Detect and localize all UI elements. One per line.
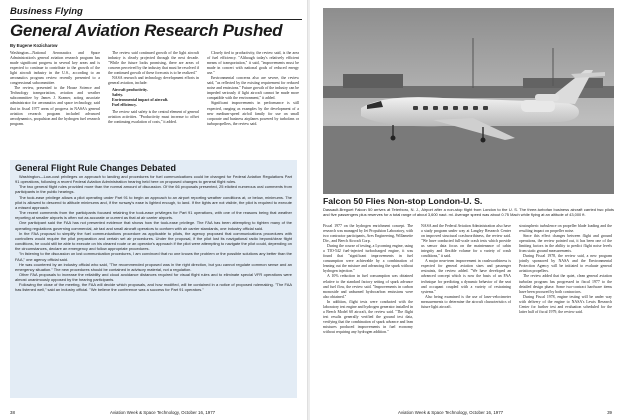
sidebar-body (10, 174, 297, 293)
sidebar-paragraph: The recent comments from the participants focused retaining the took-ease privileges for Part 91 operations, with one of the reasons being that weather reporting at smaller airports is often not as accurate or current as that at air carrier airports. (15, 210, 292, 221)
section-kicker: Business Flying (10, 6, 83, 17)
paragraph: NASA and the Federal Aviation Administration also have a study program under way at Langley Research Center on improved structural crashworthiness, the review said. "We have conducted full-scale crash tests which provide us sensor data focus on the maintenance of cabin integrity and flexible volume for a variety of crash conditions," it said. (421, 224, 511, 259)
bullet-item: Aircraft productivity. (112, 88, 148, 93)
paragraph: Washington—National Aeronautics and Space Administration's general aviation research program has made significant progress in several key areas and is expected to continue to contribute to the growth of the light aircraft industry in the U.S., according to an aeronautics program review recently presented to a congressional subcommittee. (10, 51, 100, 86)
paragraph: Environmental concerns also are severe, the review said, "as reflected by the existing requirement for reduced noise and emissions." Future growth of the industry can be impeded seriously if light aircraft cannot be made more compatible with the environment," it added. (207, 76, 299, 101)
sidebar-paragraph: In the FAA proposal to simplify the fuel communications procedure as applicable to pilots, the agency proposed that communications procedures with controllers would require the pilot preparation and certain set air procedures. Under the proposal, if the pilot lost its navigational radio beyond/clear flight conditions, he could still be able to execute on his cleared route or an operator's approach if the pilot were attempting to navigate the pilot could, depending on the circumstances, declare an emergency and follow appropriate procedures. (15, 230, 292, 252)
sidebar-paragraph: He was countered by an industry official who said, "The recommended proposed was in the right direction, but you cannot regulate common sense and an emergency situation." The new procedures should be contained in advisory material, not a regulation. (15, 261, 292, 272)
bullet-item: Safety. (112, 93, 124, 98)
sidebar-box (10, 160, 297, 398)
paragraph: In addition, flight tests were conducted with the laboratory test engine and hydrogen generator installed in a Beech Model 60 aircraft, the review said. "The flight test results generally verified the ground test data, verifying that the combination of spark advance and lean mixtures produced improvements in fuel economy without requiring any hydrogen addition." (323, 299, 413, 334)
paragraph: The review, presented to the House Science and Technology transportation, aviation and weather subcommittee by James J. Kramer, acting associate administrator for aeronautics and space technology, said that in fiscal 1977 areas of progress in NASA's general aviation research program included advanced aerodynamics, propulsion and the hydrogen fuel research program. (10, 86, 100, 126)
aircraft-photo (323, 8, 614, 194)
sidebar-paragraph: Following the close of the meeting, the FAA will decide which proposals, and how modified, will be contained in a notice of proposed rulemaking. "The FAA has listened well," said an industry official. "We believe the conference was a success for Part 91 operators." (15, 282, 292, 293)
article-column-4 (323, 224, 413, 402)
sidebar-paragraph: The two general flight rules provided more than the normal amount of discussion. Of the 66 proposals presented, 25 elicited numerous oral comments from participants in the public hearings. (15, 184, 292, 195)
bullet-item: Environmental impact of aircraft. (112, 98, 169, 103)
paragraph: A 10% reduction in fuel consumption was obtained relative to the standard factory setting of spark advance and fuel flow, the review said. "Improvements in carbon monoxide and unburned hydrocarbon emissions were also obtained." (323, 274, 413, 299)
paragraph: stratospheric turbulence on propeller blade loading and the resulting impact on propeller noise. (519, 224, 612, 234)
page-number: 38 (10, 410, 15, 415)
sidebar-paragraph: The took-ease privilege allows a pilot operating under Part 91 to begin an approach to an airport reporting weather conditions at, or below, minimums. The pilot is allowed to descend to altitude minimums and, if the runway's ease is lighted enough, to land. If the lights are not visible, the pilot is required to execute a missed approach. (15, 194, 292, 210)
paragraph: Since this effect changes between flight and ground operations, the review pointed out, it has been one of the limiting factors in the ability to predict flight noise levels from static ground measurements. (519, 234, 612, 254)
paragraph: During the course of testing, a Lycoming engine, using a TIO-542 fuel-injected turbocharged engine, it was found that "significant improvements in fuel consumption were achievable by a combination of leaning out the mixture and advancing the spark without hydrogen injection." (323, 244, 413, 274)
bullet-list (108, 88, 199, 108)
paragraph: During Fiscal 1978, the review said, a new program jointly sponsored by NASA and the Environmental Protection Agency will be initiated to evaluate general aviation propellers. (519, 254, 612, 274)
sidebar-paragraph: "In listening to the discussion on lost communication procedures, I am convinced that no one knows the problem or the possible solutions any better than the FAA," one agency official said. (15, 251, 292, 262)
paragraph: NASA research and technology development efforts in general aviation, include: (108, 76, 199, 86)
paragraph: The review added that the quiet, clean general aviation turbofan program has progressed in fiscal 1977 to the detailed design phase. Some two-contract hardware items have been procured by both contractors. (519, 274, 612, 294)
sidebar-paragraph: Other FAA proposals to increase the reliability and cloud avoidance distances required for visual flight rules and to eliminate special VFR operations were almost unanimously opposed by the hearing participants. (15, 271, 292, 283)
paragraph: Also being examined is the use of laser-velocimeter measurements to determine the aircraft characteristics of future light aircraft. (421, 294, 511, 309)
paragraph: Closely tied to productivity, the review said, is the area of fuel efficiency. "Although today's relatively efficient means of transportation," it said, "improvements must be made in concert with national goals of reduced energy use." (207, 51, 299, 76)
paragraph: The review said safety is the central element of general aviation activities. "Productivity must increase to offset the continuing escalation of costs," it added. (108, 109, 199, 124)
sidebar-paragraph: One participant said the FAA has not presented evidence that shows how the took-ease privilege. The FAA has been attempting to tighten many of the operating regulations governing commercial, air taxi and small aircraft operators to conform with air carrier standards, one industry official said. (15, 220, 292, 231)
article-column-2 (108, 51, 199, 157)
bullet-item: Fuel efficiency. (112, 103, 137, 108)
photo-caption: Dassault-Breguet Falcon 50 arrives at Teterboro, N. J., Airport after a non-stop flight from London to the U. S. The three-turbofan business aircraft carried two pilots and five passengers plus reserves for a total range of about 3,600 naut. mi. Average speed was about 0.75 Mach while flying at an altitude of 43,000 ft. (323, 207, 614, 217)
article-column-6 (519, 224, 612, 402)
kicker-divider (10, 19, 302, 20)
paragraph: The review said continued growth of the light aircraft industry is clearly projected through the next decade. "While the future looks promising, there are areas of concern perceived by the industry that must be resolved if the continued growth of these forecasts is to be realized." (108, 51, 199, 76)
right-page (310, 0, 618, 420)
sidebar-title: General Flight Rule Changes Debated (15, 163, 177, 173)
page-footer: Aviation Week & Space Technology, October 16, 1977 (110, 410, 216, 415)
paragraph: During Fiscal 1978, engine testing will be under way with delivery of the engine to NASA's Lewis Research Center for further test and evaluation scheduled for the latter half of fiscal 1979, the review said. (519, 294, 612, 314)
article-column-1 (10, 51, 100, 157)
page-footer: Aviation Week & Space Technology, October 16, 1977 (398, 410, 504, 415)
paragraph: Fiscal 1977 on the hydrogen enrichment concept. The research was managed by Jet Propulsion Laboratory, with two contractor participants, Ares Engineering, Willamette Div., and Beech Aircraft Corp. (323, 224, 413, 244)
byline: By Eugene Kozicharow (10, 43, 58, 48)
article-column-3 (207, 51, 299, 157)
photo-caption-title: Falcon 50 Flies Non-stop London-U. S. (323, 196, 483, 206)
page-number: 39 (607, 410, 612, 415)
article-headline: General Aviation Research Pushed (10, 21, 283, 40)
left-page (0, 0, 308, 420)
sidebar-paragraph: Washington—Low-cost privileges on approach to landing and procedures for fuel communications could be changed for Federal Aviation Regulations Part 91 operations, following a recent Federal Aviation Administration hearing held here on proposed changes to general flight rules. (15, 174, 292, 185)
article-column-5 (421, 224, 511, 402)
paragraph: Significant improvements in performance is still expected, ranging as examples by the development of a new medium-speed airfoil family for use on small corporate and business airplanes powered by turbofans or turbopropellers, the review said. (207, 101, 299, 126)
paragraph: A major near-term improvement in crashworthiness is expected for general aviation sizes and passenger restraints, the review added. "We have developed an advanced concept which is now the basis of an FAA technique for predicting a dynamic behavior of the seat and occupant coupled with a variety of restraining systems." (421, 259, 511, 294)
